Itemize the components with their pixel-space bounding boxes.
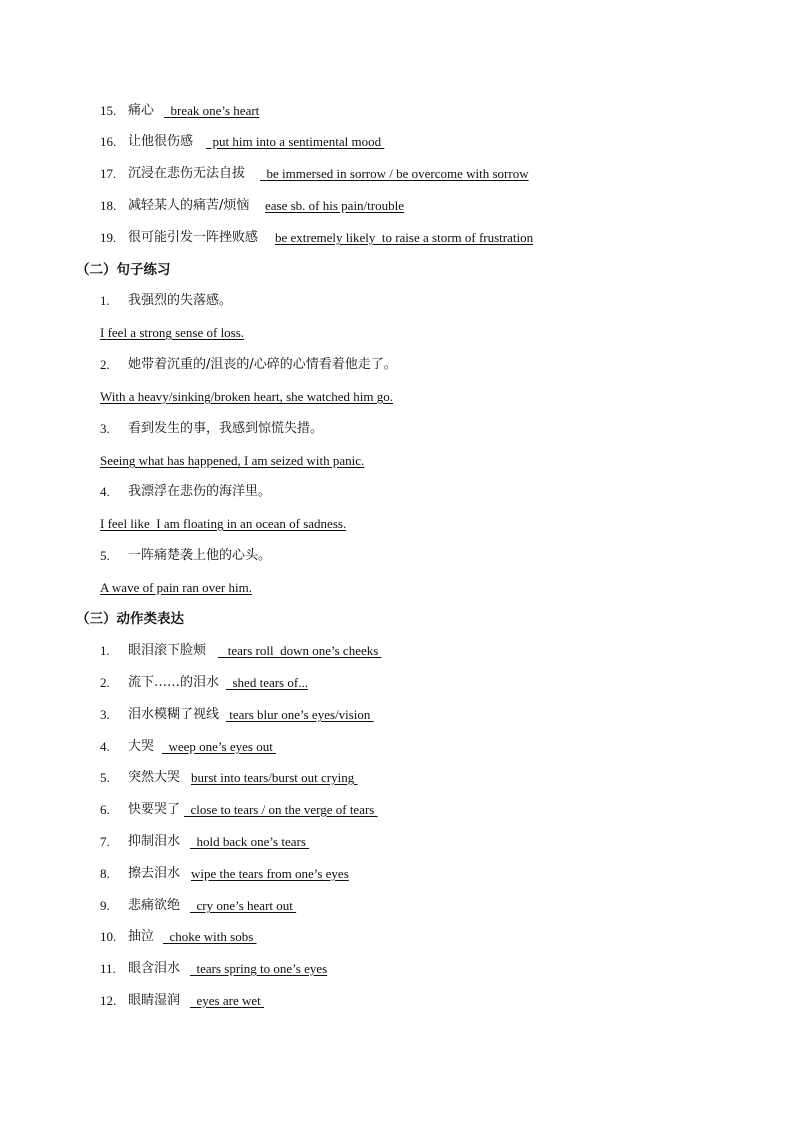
chinese-phrase: 很可能引发一阵挫败感 <box>128 230 259 245</box>
chinese-phrase: 擦去泪水 <box>128 866 181 881</box>
english-answer: close to tears / on the verge of tears <box>184 802 378 817</box>
item-number: 15. <box>100 103 117 118</box>
english-answer: wipe the tears from one’s eyes <box>191 866 349 881</box>
english-answer: hold back one’s tears <box>190 834 310 849</box>
chinese-phrase: 痛心 <box>128 103 155 118</box>
item-number: 1. <box>100 643 110 658</box>
english-answer: tears spring to one’s eyes <box>190 961 328 976</box>
section-heading-actions: （三）动作类表达 <box>76 611 184 627</box>
chinese-phrase: 让他很伤感 <box>128 134 194 149</box>
chinese-sentence: 我强烈的失落感。 <box>128 293 233 308</box>
chinese-sentence: 我漂浮在悲伤的海洋里。 <box>128 484 272 499</box>
sentence-answer-1: I feel a strong sense of loss. <box>100 325 245 340</box>
item-number: 3. <box>100 707 110 722</box>
item-number: 2. <box>100 357 110 372</box>
english-answer: choke with sobs <box>163 929 257 944</box>
item-number: 6. <box>100 802 110 817</box>
chinese-phrase: 突然大哭 <box>128 770 181 785</box>
item-number: 4. <box>100 739 110 754</box>
english-answer: be extremely likely to raise a storm of frustration <box>275 230 534 245</box>
chinese-phrase: 大哭 <box>128 739 155 754</box>
chinese-phrase: 快要哭了 <box>128 802 181 817</box>
english-answer: weep one’s eyes out <box>162 739 277 754</box>
sentence-answer-5: A wave of pain ran over him. <box>100 580 252 595</box>
item-number: 3. <box>100 421 110 436</box>
chinese-phrase: 眼含泪水 <box>128 961 181 976</box>
chinese-phrase: 眼泪滚下脸颊 <box>128 643 207 658</box>
sentence-answer-3: Seeing what has happened, I am seized with panic. <box>100 453 365 468</box>
english-answer: shed tears of... <box>226 675 308 690</box>
english-answer: tears blur one’s eyes/vision <box>226 707 374 722</box>
item-number: 18. <box>100 198 117 213</box>
item-number: 2. <box>100 675 110 690</box>
english-answer: put him into a sentimental mood <box>206 134 385 149</box>
chinese-phrase: 沉浸在悲伤无法自拔 <box>128 166 246 181</box>
english-answer: eyes are wet <box>190 993 264 1008</box>
chinese-phrase: 泪水模糊了视线 <box>128 707 220 722</box>
chinese-phrase: 减轻某人的痛苦/烦恼 <box>128 198 250 213</box>
chinese-sentence: 看到发生的事，我感到惊慌失措。 <box>128 421 324 436</box>
item-number: 16. <box>100 134 117 149</box>
item-number: 17. <box>100 166 117 181</box>
english-answer: break one’s heart <box>164 103 260 118</box>
chinese-sentence: 一阵痛楚袭上他的心头。 <box>128 548 272 563</box>
chinese-phrase: 流下……的泪水 <box>128 675 220 690</box>
item-number: 9. <box>100 898 110 913</box>
item-number: 12. <box>100 993 117 1008</box>
chinese-phrase: 抑制泪水 <box>128 834 181 849</box>
english-answer: cry one’s heart out <box>190 898 297 913</box>
english-answer: tears roll down one’s cheeks <box>218 643 382 658</box>
sentence-answer-2: With a heavy/sinking/broken heart, she watched him go. <box>100 389 393 404</box>
item-number: 19. <box>100 230 117 245</box>
item-number: 5. <box>100 770 110 785</box>
item-number: 11. <box>100 961 116 976</box>
item-number: 5. <box>100 548 110 563</box>
english-answer: be immersed in sorrow / be overcome with sorrow <box>260 166 529 181</box>
section-heading-sentences: （二）句子练习 <box>76 262 171 278</box>
item-number: 1. <box>100 293 110 308</box>
chinese-sentence: 她带着沉重的/沮丧的/心碎的心情看着他走了。 <box>128 357 397 372</box>
chinese-phrase: 悲痛欲绝 <box>128 898 181 913</box>
item-number: 10. <box>100 929 117 944</box>
chinese-phrase: 抽泣 <box>128 929 155 944</box>
item-number: 8. <box>100 866 110 881</box>
sentence-answer-4: I feel like I am floating in an ocean of sadness. <box>100 516 347 531</box>
english-answer: burst into tears/burst out crying <box>191 770 358 785</box>
english-answer: ease sb. of his pain/trouble <box>265 198 404 213</box>
chinese-phrase: 眼睛湿润 <box>128 993 181 1008</box>
item-number: 7. <box>100 834 110 849</box>
item-number: 4. <box>100 484 110 499</box>
